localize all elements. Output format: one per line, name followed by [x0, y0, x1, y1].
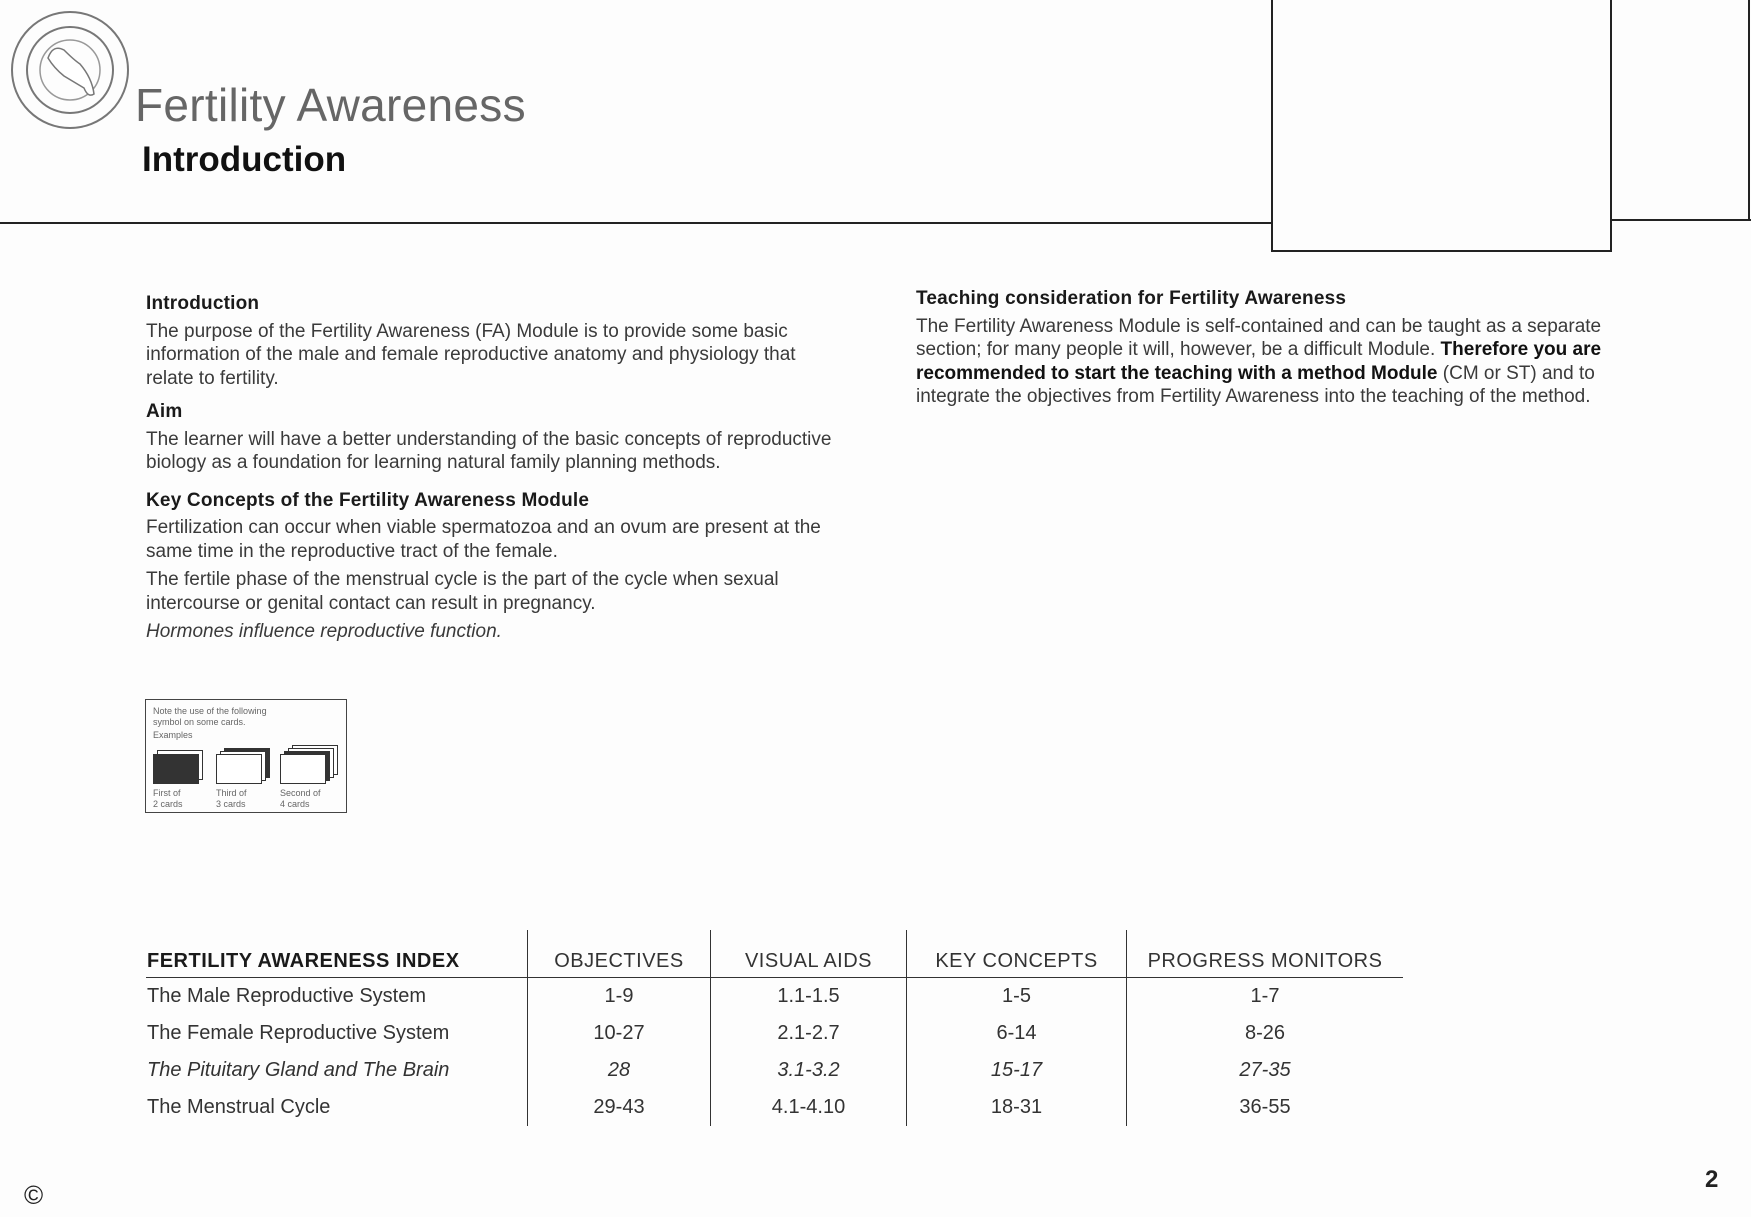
table-row: The Menstrual Cycle 29-43 4.1-4.10 18-31 36-55 — [146, 1089, 1403, 1126]
table-header-row — [146, 930, 1403, 978]
fertility-awareness-index-table — [146, 930, 1403, 1126]
header-rule-right — [1612, 219, 1751, 221]
note-line-2: symbol on some cards. — [153, 717, 246, 727]
table-row: The Female Reproductive System 10-27 2.1-2.7 6-14 8-26 — [146, 1015, 1403, 1052]
card-caption-2: Third of 3 cards — [216, 788, 247, 809]
page-title: Introduction — [142, 140, 347, 179]
card-caption-1: First of 2 cards — [153, 788, 183, 809]
key-concepts-heading: Key Concepts of the Fertility Awareness Module — [146, 489, 590, 511]
key-concept-3: Hormones influence reproductive function. — [146, 621, 502, 642]
note-line-1: Note the use of the following — [153, 706, 267, 716]
intro-heading: Introduction — [146, 293, 260, 314]
intro-text: The purpose of the Fertility Awareness (FA) Module is to provide some basic information of the male and female reproductive anatomy and physiology that relate to fertility. — [146, 320, 796, 389]
card-symbol-note — [145, 699, 347, 813]
teaching-text-bold: Therefore you are recommended to start the teaching with a method Module — [916, 339, 1602, 384]
copyright-symbol: © — [24, 1180, 44, 1210]
fetus-logo-icon — [8, 8, 132, 132]
key-concept-2: The fertile phase of the menstrual cycle is the part of the cycle when sexual intercourse or genital contact can result in pregnancy. — [146, 569, 779, 614]
key-concept-1: Fertilization can occur when viable spermatozoa and an ovum are present at the same time in the reproductive tract of the female. — [146, 517, 821, 562]
table-row: The Male Reproductive System 1-9 1.1-1.5 1-5 1-7 — [146, 978, 1403, 1016]
header-key-concepts: KEY CONCEPTS — [907, 930, 1127, 978]
right-column — [916, 287, 1626, 414]
header-index: FERTILITY AWARENESS INDEX — [146, 930, 528, 978]
teaching-text-2: (CM or ST) and to integrate the objectives from Fertility Awareness into the teaching of the method. — [916, 362, 1595, 407]
header-box — [1271, 0, 1612, 252]
table-row: The Pituitary Gland and The Brain 28 3.1-3.2 15-17 27-35 — [146, 1052, 1403, 1089]
teaching-text-1: The Fertility Awareness Module is self-contained and can be taught as a separate section; for many people it will, however, be a difficult Module. — [916, 315, 1602, 360]
card-caption-3: Second of 4 cards — [280, 788, 321, 809]
module-title: Fertility Awareness — [135, 79, 526, 131]
aim-heading: Aim — [146, 401, 183, 422]
header-rule — [0, 222, 1273, 224]
teaching-heading: Teaching consideration for Fertility Awareness — [916, 288, 1347, 309]
page-number: 2 — [1705, 1166, 1719, 1193]
aim-text: The learner will have a better understanding of the basic concepts of reproductive biology as a foundation for learning natural family planning methods. — [146, 428, 832, 473]
header-visual-aids: VISUAL AIDS — [711, 930, 907, 978]
note-examples: Examples — [153, 730, 193, 740]
header-progress-monitors: PROGRESS MONITORS — [1127, 930, 1404, 978]
header-objectives: OBJECTIVES — [528, 930, 711, 978]
page-edge-line — [1748, 0, 1750, 221]
left-column — [146, 292, 846, 654]
